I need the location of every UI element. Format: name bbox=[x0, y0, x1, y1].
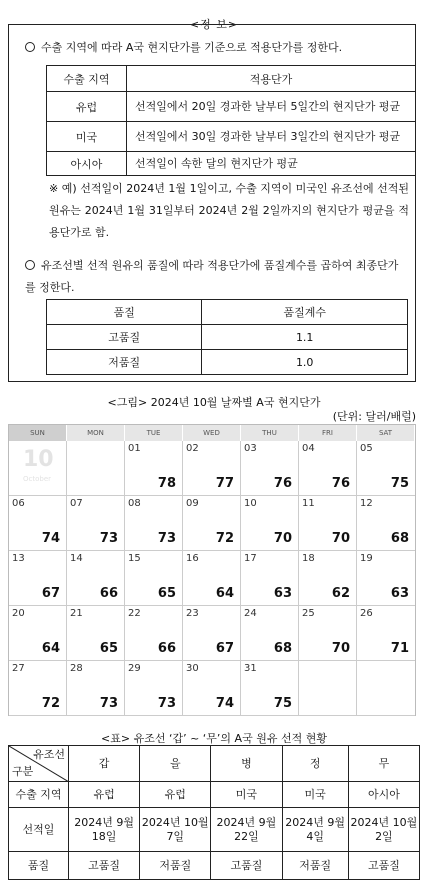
calendar-day-number: 12 bbox=[360, 498, 373, 509]
row-label-quality: 품질 bbox=[9, 852, 69, 880]
calendar-day-price: 76 bbox=[273, 476, 292, 491]
price-table-rule: 선적일에서 30일 경과한 날부터 3일간의 현지단가 평균 bbox=[127, 122, 416, 152]
calendar-day-cell bbox=[299, 606, 357, 661]
calendar-day-price: 73 bbox=[99, 696, 118, 711]
calendar-day-price: 76 bbox=[331, 476, 350, 491]
tanker-date: 2024년 9월 18일 bbox=[69, 808, 140, 852]
calendar-day-number: 21 bbox=[70, 608, 83, 619]
tanker-quality: 고품질 bbox=[69, 852, 140, 880]
tanker-region: 미국 bbox=[211, 782, 282, 808]
calendar-day-price: 77 bbox=[215, 476, 234, 491]
calendar-day-cell bbox=[241, 606, 299, 661]
calendar-day-number: 11 bbox=[302, 498, 315, 509]
tanker-date: 2024년 10월 7일 bbox=[140, 808, 211, 852]
calendar-day-price: 65 bbox=[157, 586, 176, 601]
calendar-day-number: 19 bbox=[360, 553, 373, 564]
calendar-day-price: 74 bbox=[41, 531, 60, 546]
calendar-day-cell bbox=[125, 606, 183, 661]
example-note: ※ 예) 선적일이 2024년 1월 1일이고, 수출 지역이 미국인 유조선에 선적된 원유는 2024년 1월 31일부터 2024년 2월 2일까지의 현지단가 평균을 적용단가로 함. bbox=[49, 182, 409, 239]
calendar-day-number: 06 bbox=[12, 498, 25, 509]
calendar-day-number: 01 bbox=[128, 443, 141, 454]
calendar-empty-cell bbox=[299, 661, 357, 716]
calendar-day-cell bbox=[125, 441, 183, 496]
tanker-quality: 고품질 bbox=[348, 852, 419, 880]
calendar-day-cell bbox=[183, 606, 241, 661]
tanker-date: 2024년 10월 2일 bbox=[348, 808, 419, 852]
weekday-label: MON bbox=[67, 425, 125, 441]
calendar-day-number: 07 bbox=[70, 498, 83, 509]
calendar-day-cell bbox=[357, 496, 415, 551]
weekday-label: WED bbox=[183, 425, 241, 441]
calendar-day-cell bbox=[67, 551, 125, 606]
calendar-day-number: 03 bbox=[244, 443, 257, 454]
tanker-name: 병 bbox=[211, 746, 282, 782]
calendar-day-cell bbox=[183, 496, 241, 551]
calendar-day-number: 04 bbox=[302, 443, 315, 454]
tanker-table-corner bbox=[9, 746, 69, 782]
calendar-day-cell bbox=[67, 496, 125, 551]
calendar-day-cell bbox=[183, 551, 241, 606]
calendar-day-cell bbox=[125, 496, 183, 551]
calendar-day-cell bbox=[183, 441, 241, 496]
tanker-region: 아시아 bbox=[348, 782, 419, 808]
tanker-name: 무 bbox=[348, 746, 419, 782]
quality-table-header-quality: 품질 bbox=[47, 300, 202, 325]
tanker-name: 을 bbox=[140, 746, 211, 782]
tanker-region: 유럽 bbox=[140, 782, 211, 808]
calendar-day-price: 78 bbox=[157, 476, 176, 491]
tanker-quality: 고품질 bbox=[211, 852, 282, 880]
tanker-quality: 저품질 bbox=[140, 852, 211, 880]
tanker-region: 미국 bbox=[282, 782, 348, 808]
price-table-rule: 선적일이 속한 달의 현지단가 평균 bbox=[127, 152, 416, 176]
tanker-region: 유럽 bbox=[69, 782, 140, 808]
calendar-day-price: 68 bbox=[273, 641, 292, 656]
price-table bbox=[46, 65, 416, 176]
info-item-2 bbox=[25, 255, 405, 299]
weekday-label: TUE bbox=[125, 425, 183, 441]
tanker-table-title: <표> 유조선 ‘갑’ ~ ‘무’의 A국 원유 선적 현황 bbox=[101, 732, 327, 745]
price-table-region: 유럽 bbox=[47, 92, 127, 122]
calendar-day-price: 73 bbox=[99, 531, 118, 546]
calendar-day-cell bbox=[241, 661, 299, 716]
calendar-day-price: 75 bbox=[273, 696, 292, 711]
calendar-day-price: 70 bbox=[331, 531, 350, 546]
calendar-day-price: 68 bbox=[390, 531, 409, 546]
price-table-region: 미국 bbox=[47, 122, 127, 152]
calendar-day-cell bbox=[9, 496, 67, 551]
price-table-header-rule: 적용단가 bbox=[127, 66, 416, 92]
calendar-empty-cell bbox=[357, 661, 415, 716]
calendar-day-cell bbox=[241, 551, 299, 606]
calendar-title: <그림> 2024년 10월 날짜별 A국 현지단가 bbox=[107, 396, 321, 409]
calendar-day-number: 28 bbox=[70, 663, 83, 674]
quality-table-quality: 고품질 bbox=[47, 325, 202, 350]
circle-bullet-icon bbox=[25, 42, 35, 52]
info-item-1 bbox=[25, 39, 342, 57]
calendar-day-number: 27 bbox=[12, 663, 25, 674]
row-label-date: 선적일 bbox=[9, 808, 69, 852]
calendar-day-cell bbox=[299, 441, 357, 496]
calendar-day-cell bbox=[299, 551, 357, 606]
calendar-day-number: 15 bbox=[128, 553, 141, 564]
corner-label-bottom: 구분 bbox=[12, 765, 34, 778]
calendar-empty-cell bbox=[9, 441, 67, 496]
calendar-day-price: 64 bbox=[41, 641, 60, 656]
calendar-day-number: 08 bbox=[128, 498, 141, 509]
circle-bullet-icon bbox=[25, 260, 35, 270]
calendar-day-number: 30 bbox=[186, 663, 199, 674]
price-table-header-region: 수출 지역 bbox=[47, 66, 127, 92]
calendar-day-cell bbox=[357, 441, 415, 496]
calendar-day-price: 74 bbox=[215, 696, 234, 711]
quality-table-header-coef: 품질계수 bbox=[202, 300, 408, 325]
calendar-day-cell bbox=[9, 551, 67, 606]
calendar-day-cell bbox=[357, 551, 415, 606]
calendar bbox=[8, 424, 416, 716]
calendar-day-price: 72 bbox=[41, 696, 60, 711]
calendar-day-number: 09 bbox=[186, 498, 199, 509]
calendar-day-price: 72 bbox=[215, 531, 234, 546]
tanker-name: 정 bbox=[282, 746, 348, 782]
calendar-day-price: 67 bbox=[41, 586, 60, 601]
calendar-day-cell bbox=[299, 496, 357, 551]
weekday-label: SAT bbox=[357, 425, 415, 441]
quality-table-coef: 1.0 bbox=[202, 350, 408, 375]
tanker-date: 2024년 9월 22일 bbox=[211, 808, 282, 852]
row-label-region: 수출 지역 bbox=[9, 782, 69, 808]
calendar-day-price: 63 bbox=[273, 586, 292, 601]
calendar-day-number: 29 bbox=[128, 663, 141, 674]
calendar-day-number: 17 bbox=[244, 553, 257, 564]
quality-table-coef: 1.1 bbox=[202, 325, 408, 350]
quality-table-quality: 저품질 bbox=[47, 350, 202, 375]
calendar-day-number: 05 bbox=[360, 443, 373, 454]
calendar-day-cell bbox=[125, 551, 183, 606]
calendar-day-number: 26 bbox=[360, 608, 373, 619]
tanker-quality: 저품질 bbox=[282, 852, 348, 880]
calendar-day-cell bbox=[9, 661, 67, 716]
info-title-text: <정 보> bbox=[186, 18, 242, 31]
calendar-day-price: 66 bbox=[157, 641, 176, 656]
info-item-1-text: 수출 지역에 따라 A국 현지단가를 기준으로 적용단가를 정한다. bbox=[41, 41, 343, 54]
calendar-day-cell bbox=[357, 606, 415, 661]
calendar-day-number: 31 bbox=[244, 663, 257, 674]
calendar-day-number: 10 bbox=[244, 498, 257, 509]
calendar-day-price: 67 bbox=[215, 641, 234, 656]
calendar-day-number: 14 bbox=[70, 553, 83, 564]
calendar-day-number: 24 bbox=[244, 608, 257, 619]
calendar-day-price: 64 bbox=[215, 586, 234, 601]
calendar-month-name: October bbox=[23, 475, 52, 483]
calendar-empty-cell bbox=[67, 441, 125, 496]
calendar-day-price: 70 bbox=[331, 641, 350, 656]
weekday-label: SUN bbox=[9, 425, 67, 441]
weekday-label: THU bbox=[241, 425, 299, 441]
calendar-day-cell bbox=[241, 496, 299, 551]
calendar-day-price: 63 bbox=[390, 586, 409, 601]
calendar-day-price: 70 bbox=[273, 531, 292, 546]
calendar-day-number: 25 bbox=[302, 608, 315, 619]
calendar-day-price: 66 bbox=[99, 586, 118, 601]
calendar-day-price: 73 bbox=[157, 696, 176, 711]
calendar-day-price: 71 bbox=[390, 641, 409, 656]
weekday-label: FRI bbox=[299, 425, 357, 441]
info-item-2-text: 유조선별 선적 원유의 품질에 따라 적용단가에 품질계수를 곱하여 최종단가를 정한다. bbox=[25, 259, 399, 294]
price-table-region: 아시아 bbox=[47, 152, 127, 176]
calendar-day-number: 18 bbox=[302, 553, 315, 564]
calendar-day-cell bbox=[67, 606, 125, 661]
calendar-month-number: 10 bbox=[23, 447, 54, 472]
calendar-day-cell bbox=[125, 661, 183, 716]
corner-label-top: 유조선 bbox=[33, 748, 65, 761]
tanker-table bbox=[8, 745, 420, 880]
calendar-day-price: 65 bbox=[99, 641, 118, 656]
calendar-unit: (단위: 달러/배럴) bbox=[332, 410, 416, 423]
calendar-day-cell bbox=[9, 606, 67, 661]
calendar-day-number: 16 bbox=[186, 553, 199, 564]
tanker-name: 갑 bbox=[69, 746, 140, 782]
tanker-date: 2024년 9월 4일 bbox=[282, 808, 348, 852]
calendar-day-number: 22 bbox=[128, 608, 141, 619]
calendar-day-cell bbox=[241, 441, 299, 496]
calendar-day-number: 23 bbox=[186, 608, 199, 619]
quality-table bbox=[46, 299, 408, 375]
calendar-day-number: 02 bbox=[186, 443, 199, 454]
calendar-day-cell bbox=[67, 661, 125, 716]
calendar-day-price: 73 bbox=[157, 531, 176, 546]
calendar-day-cell bbox=[183, 661, 241, 716]
calendar-day-price: 62 bbox=[331, 586, 350, 601]
calendar-day-price: 75 bbox=[390, 476, 409, 491]
info-box bbox=[8, 24, 416, 382]
price-table-rule: 선적일에서 20일 경과한 날부터 5일간의 현지단가 평균 bbox=[127, 92, 416, 122]
calendar-weekday-header bbox=[9, 425, 415, 441]
calendar-day-number: 20 bbox=[12, 608, 25, 619]
calendar-day-number: 13 bbox=[12, 553, 25, 564]
calendar-grid bbox=[9, 441, 415, 716]
